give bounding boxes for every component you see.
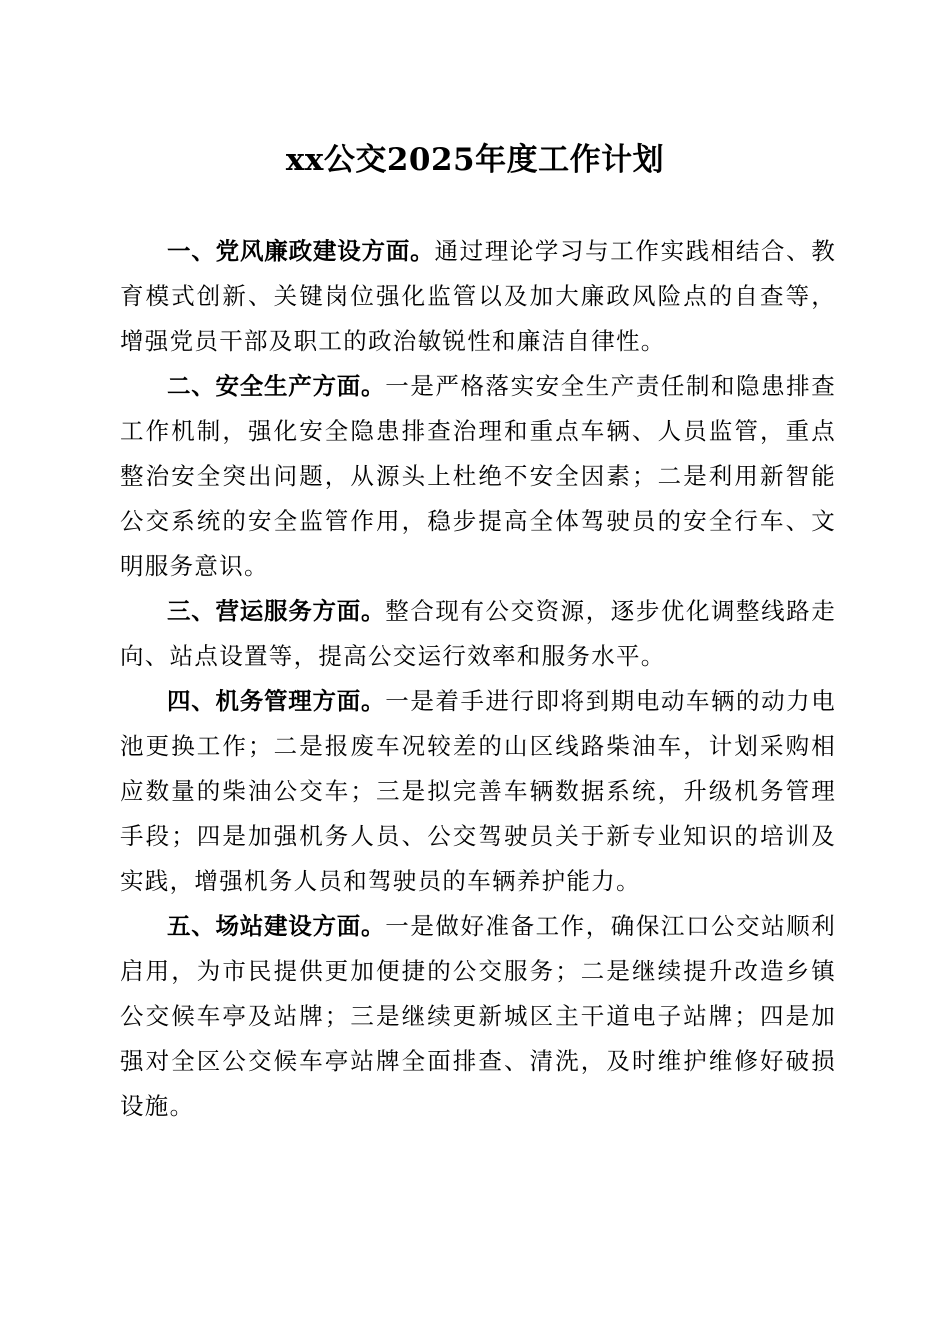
section-station-construction [120, 904, 836, 1129]
document-title: xx公交2025年度工作计划 [285, 142, 665, 178]
section-heading: 一、党风廉政建设方面。 [167, 237, 435, 265]
section-text: 一是做好准备工作，确保江口公交站顺利启用，为市民提供更加便捷的公交服务；二是继续提升改造乡镇公交候车亭及站牌；三是继续更新城区主干道电子站牌；四是加强对全区公交候车亭站牌全面排查、清洗，及时维护维修好破损设施。 [120, 912, 837, 1120]
section-text: 通过理论学习与工作实践相结合、教育模式创新、关键岗位强化监管以及加大廉政风险点的自查等，增强党员干部及职工的政治敏锐性和廉洁自律性。 [120, 237, 836, 355]
section-heading: 三、营运服务方面。 [167, 597, 386, 625]
section-safety-production [120, 364, 836, 589]
section-heading: 四、机务管理方面。 [167, 687, 386, 715]
section-text: 一是严格落实安全生产责任制和隐患排查工作机制，强化安全隐患排查治理和重点车辆、人员监管，重点整治安全突出问题，从源头上杜绝不安全因素；二是利用新智能公交系统的安全监管作用，稳步提高全体驾驶员的安全行车、文明服务意识。 [120, 372, 837, 580]
section-vehicle-maintenance [120, 679, 836, 904]
section-heading: 二、安全生产方面。 [167, 372, 386, 400]
section-text: 一是着手进行即将到期电动车辆的动力电池更换工作；二是报废车况较差的山区线路柴油车，计划采购相应数量的柴油公交车；三是拟完善车辆数据系统，升级机务管理手段；四是加强机务人员、公交驾驶员关于新专业知识的培训及实践，增强机务人员和驾驶员的车辆养护能力。 [120, 687, 837, 895]
section-heading: 五、场站建设方面。 [167, 912, 386, 940]
section-text: 整合现有公交资源，逐步优化调整线路走向、站点设置等，提高公交运行效率和服务水平。 [120, 597, 837, 670]
section-party-integrity [120, 229, 836, 364]
document-body [120, 229, 836, 1129]
section-operation-service [120, 589, 836, 679]
